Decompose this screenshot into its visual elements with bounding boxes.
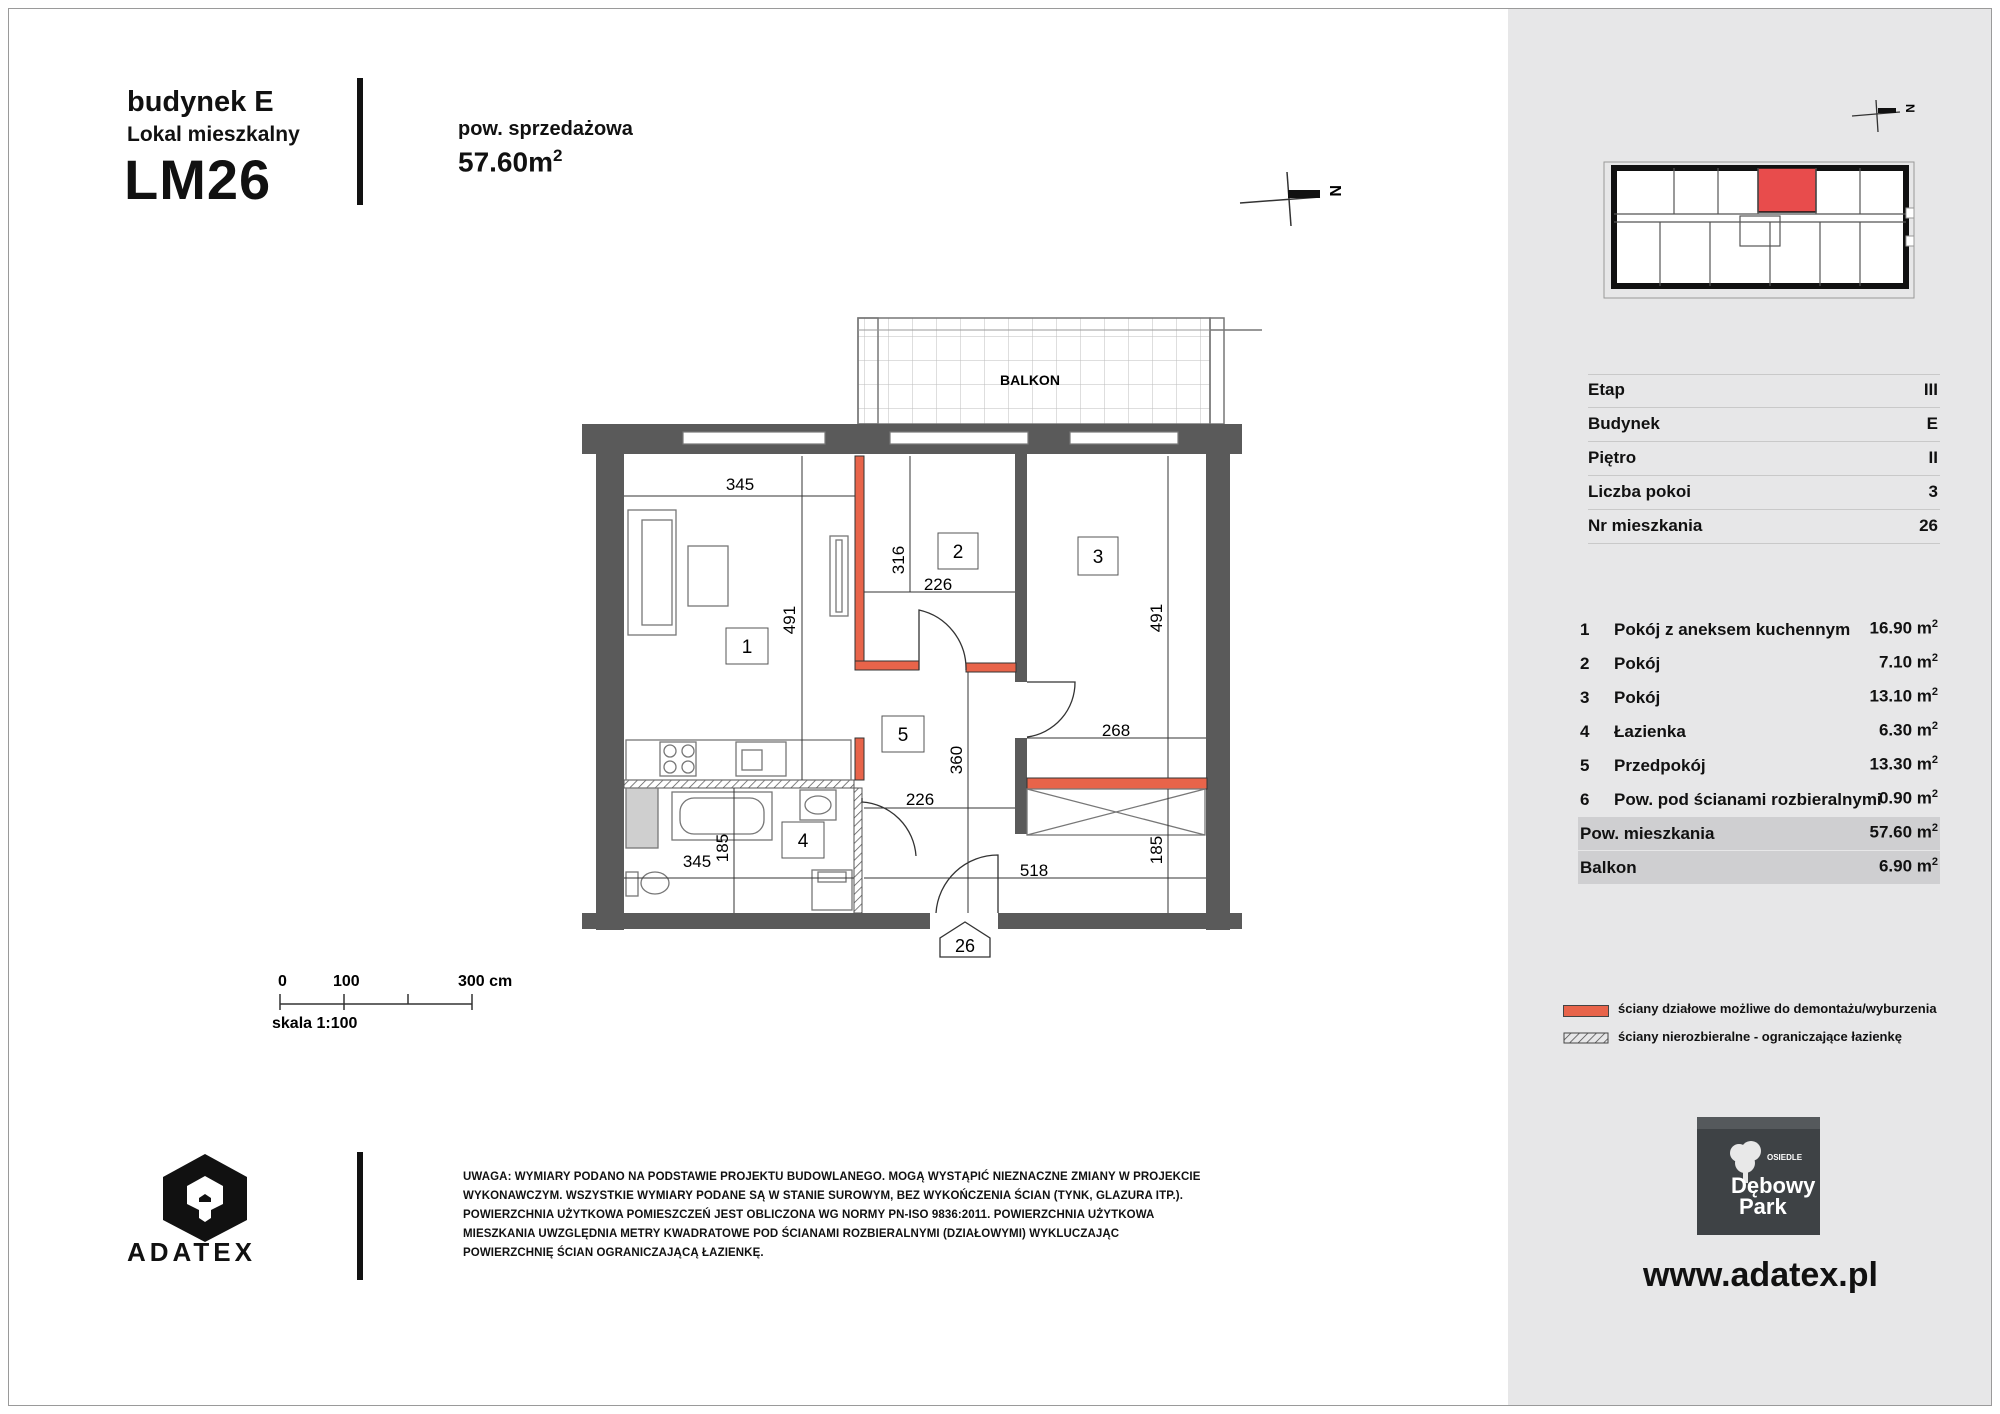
room-row-area: 13.10 $m^2$ — [1869, 686, 1938, 706]
room-row-area: 16.90 $m^2$ — [1869, 618, 1938, 638]
note-line: POWIERZCHNIĘ ŚCIAN OGRANICZAJĄCĄ ŁAZIENKĘ. — [463, 1247, 764, 1259]
spec-label: Etap — [1588, 380, 1625, 399]
room-row — [1578, 613, 1940, 646]
windows — [683, 432, 1178, 444]
note-line: POWIERZCHNIA UŻYTKOWA POMIESZCZEŃ JEST OBLICZONA WG NORMY PN-ISO 9836:2011. POWIERZCHNIA UŻYTKOWA — [463, 1209, 1155, 1221]
note-line: MIESZKANIA UWZGLĘDNIA METRY KWADRATOWE POD ŚCIANAMI ROZBIERALNYMI (DZIAŁOWYMI) WYKLUCZAJĄC — [463, 1228, 1120, 1240]
room-row — [1578, 749, 1940, 782]
room-row-number: 3 — [1580, 688, 1590, 707]
total-name: Balkon — [1580, 858, 1637, 877]
room-row-area: 0.90 $m^2$ — [1878, 788, 1938, 808]
dimension-lines — [624, 456, 1206, 913]
spec-value: 26 — [1919, 516, 1938, 535]
dim-label: 185 — [713, 833, 732, 863]
total-area: 57.60 $m^2$ — [1869, 822, 1938, 842]
spec-value: III — [1923, 380, 1938, 399]
unit-type-label: Lokal mieszkalny — [127, 123, 300, 146]
dim-label: 491 — [780, 605, 799, 635]
legend-removable-label: ściany działowe możliwe do demontażu/wyburzenia — [1618, 1001, 1937, 1016]
balcony — [858, 318, 1262, 424]
room-number: 5 — [897, 725, 909, 746]
dim-label: 345 — [725, 475, 755, 494]
legend-fixed-label: ściany nierozbieralne - ograniczające łazienkę — [1618, 1029, 1902, 1044]
room-row — [1578, 681, 1940, 714]
key-plan — [1590, 96, 1930, 306]
room-row-number: 6 — [1580, 790, 1590, 809]
dim-label: 185 — [1147, 835, 1166, 865]
room-row-name: Pow. pod ścianami rozbieralnymi — [1614, 790, 1882, 809]
room-row-name: Łazienka — [1614, 722, 1686, 741]
spec-label: Nr mieszkania — [1588, 516, 1703, 535]
dim-label: 345 — [682, 852, 712, 871]
note-line: UWAGA: WYMIARY PODANO NA PODSTAWIE PROJEKTU BUDOWLANEGO. MOGĄ WYSTĄPIĆ NIEZNACZNE ZMIANY W PROJEKCIE — [463, 1171, 1201, 1183]
room-row-number: 4 — [1580, 722, 1590, 741]
spec-label: Liczba pokoi — [1588, 482, 1691, 501]
room-row — [1578, 715, 1940, 748]
room-row-number: 1 — [1580, 620, 1590, 639]
room-row-name: Pokój — [1614, 654, 1661, 673]
spec-row — [1588, 374, 1940, 408]
room-number: 4 — [797, 831, 809, 852]
scale-caption: skala 1:100 — [272, 1015, 358, 1032]
room-row-area: 6.30 $m^2$ — [1878, 720, 1938, 740]
sales-area-value: $57.60m^2$ — [458, 146, 563, 178]
spec-row — [1588, 442, 1940, 476]
room-row-area: 13.30 $m^2$ — [1869, 754, 1938, 774]
dim-label: 226 — [905, 790, 935, 809]
spec-row — [1588, 408, 1940, 442]
spec-value: 3 — [1928, 482, 1938, 501]
website-link[interactable]: www.adatex.pl — [1643, 1256, 1878, 1294]
sales-area-label: pow. sprzedażowa — [458, 118, 633, 140]
room-row-name: Pokój — [1614, 688, 1661, 707]
total-row — [1578, 851, 1940, 884]
footer-divider — [357, 1152, 363, 1280]
scale-tick-label: 0 — [278, 973, 287, 990]
room-number: 2 — [952, 542, 964, 563]
adatex-logo-icon — [155, 1152, 255, 1242]
room-row — [1578, 647, 1940, 680]
building-label: budynek E — [127, 86, 274, 118]
room-row — [1578, 783, 1940, 816]
total-row — [1578, 817, 1940, 850]
estate-name-line1: Dębowy — [1731, 1173, 1816, 1198]
estate-name-line2: Park — [1739, 1194, 1787, 1219]
outer-walls — [582, 424, 1242, 930]
dim-label: 268 — [1101, 721, 1131, 740]
dim-label: 226 — [923, 575, 953, 594]
north-arrow — [1240, 172, 1343, 226]
dim-label: 491 — [1147, 603, 1166, 633]
north-label: N — [1326, 185, 1343, 197]
dim-label: 360 — [947, 745, 966, 775]
room-row-area: 7.10 $m^2$ — [1878, 652, 1938, 672]
room-row-name: Pokój z aneksem kuchennym — [1614, 620, 1851, 639]
disclaimer-note — [463, 1168, 1243, 1263]
legend-swatch-removable — [1563, 1005, 1609, 1017]
room-row-name: Przedpokój — [1614, 756, 1706, 775]
highlighted-unit — [1758, 168, 1816, 212]
balcony-label: BALKON — [1000, 372, 1060, 388]
room-number: 3 — [1092, 547, 1104, 568]
dimension-labels — [683, 475, 1166, 880]
note-line: WYKONAWCZYM. WSZYSTKIE WYMIARY PODANE SĄ W STANIE SUROWYM, BEZ WYKOŃCZENIA ŚCIAN (TYNK, GLAZURA ITP.). — [463, 1190, 1183, 1202]
spec-row — [1588, 510, 1940, 544]
room-number: 1 — [741, 637, 753, 658]
room-row-number: 2 — [1580, 654, 1590, 673]
estate-logo — [1697, 1117, 1820, 1235]
spec-value: II — [1928, 448, 1938, 467]
room-row-number: 5 — [1580, 756, 1590, 775]
legend-swatch-fixed — [1563, 1032, 1609, 1044]
spec-value: E — [1926, 414, 1938, 433]
estate-small-label: OSIEDLE — [1767, 1153, 1803, 1162]
scale-tick-label: 300 cm — [458, 973, 513, 990]
spec-row — [1588, 476, 1940, 510]
dim-label: 518 — [1019, 861, 1049, 880]
entrance-number: 26 — [954, 936, 976, 956]
dim-label: 316 — [889, 545, 908, 575]
spec-label: Budynek — [1588, 414, 1660, 433]
unit-code: LM26 — [124, 148, 272, 211]
scale-tick-label: 100 — [333, 973, 360, 990]
total-area: 6.90 $m^2$ — [1878, 856, 1938, 876]
room-labels — [726, 533, 1118, 858]
key-north-label: N — [1903, 104, 1917, 113]
total-name: Pow. mieszkania — [1580, 824, 1715, 843]
adatex-logo-text: ADATEX — [127, 1237, 256, 1267]
spec-label: Piętro — [1588, 448, 1637, 467]
